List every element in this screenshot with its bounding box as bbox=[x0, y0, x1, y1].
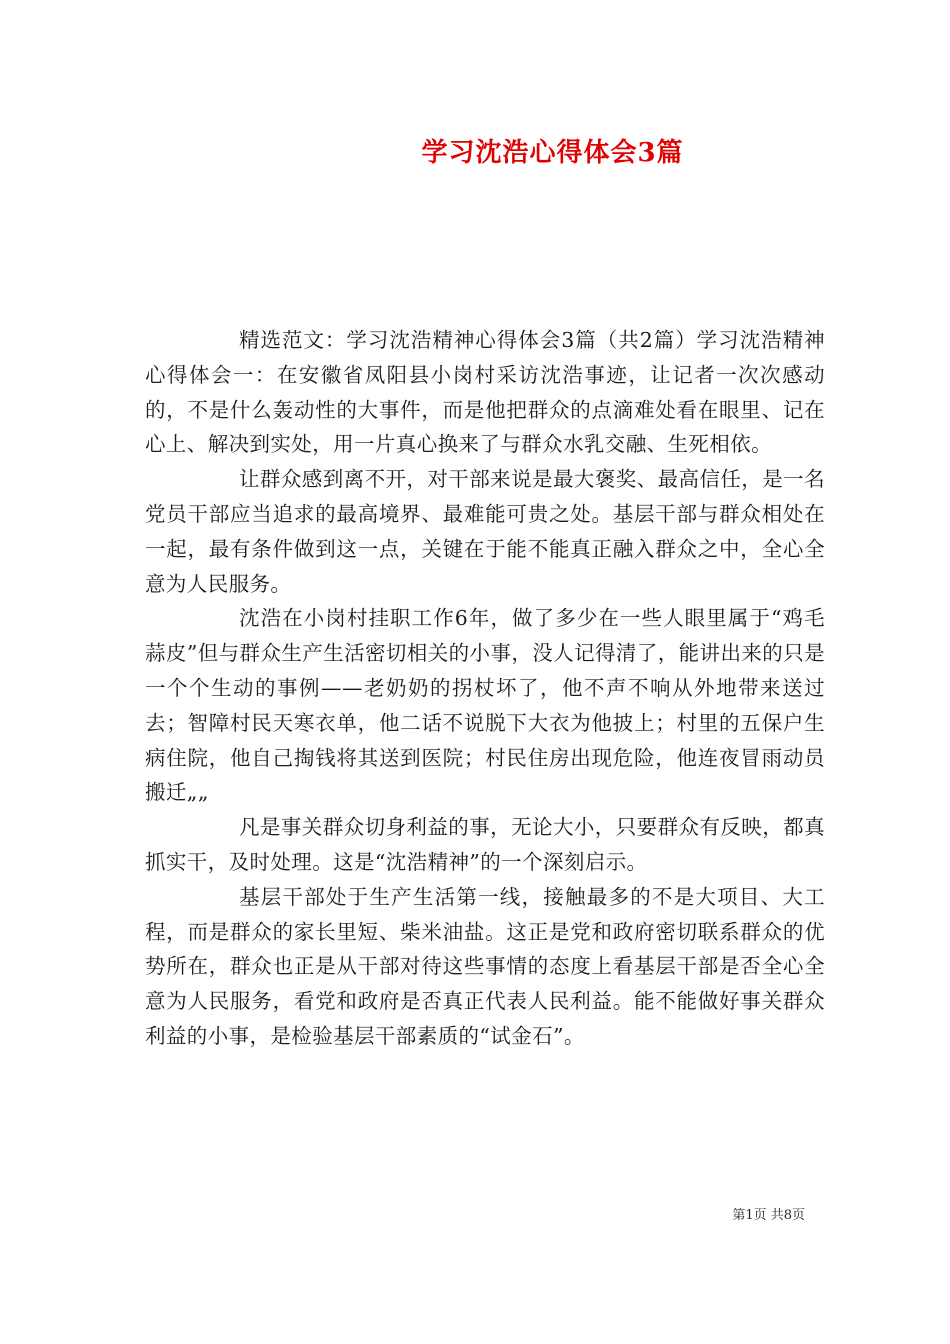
document-body bbox=[145, 323, 825, 1054]
paragraph-2: 让群众感到离不开，对干部来说是最大褒奖、最高信任，是一名党员干部应当追求的最高境界、最难能可贵之处。基层干部与群众相处在一起，最有条件做到这一点，关键在于能不能真正融入群众之中，全心全意为人民服务。 bbox=[145, 467, 825, 596]
page-footer: 第1页 共8页 bbox=[732, 1208, 805, 1223]
page-title: 学习沈浩心得体会3篇 bbox=[421, 138, 684, 168]
paragraph-5: 基层干部处于生产生活第一线，接触最多的不是大项目、大工程，而是群众的家长里短、柴米油盐。这正是党和政府密切联系群众的优势所在，群众也正是从干部对待这些事情的态度上看基层干部是否全心全意为人民服务，看党和政府是否真正代表人民利益。能不能做好事关群众利益的小事，是检验基层干部素质的“试金石”。 bbox=[145, 884, 825, 1048]
paragraph-1: 精选范文：学习沈浩精神心得体会3篇（共2篇）学习沈浩精神心得体会一：在安徽省凤阳县小岗村采访沈浩事迹，让记者一次次感动的，不是什么轰动性的大事件，而是他把群众的点滴难处看在眼里、记在心上、解决到实处，用一片真心换来了与群众水乳交融、生死相依。 bbox=[145, 328, 825, 457]
paragraph-4: 凡是事关群众切身利益的事，无论大小，只要群众有反映，都真抓实干，及时处理。这是“沈浩精神”的一个深刻启示。 bbox=[145, 815, 825, 874]
paragraph-3: 沈浩在小岗村挂职工作6年，做了多少在一些人眼里属于“鸡毛蒜皮”但与群众生产生活密切相关的小事，没人记得清了，能讲出来的只是一个个生动的事例——老奶奶的拐杖坏了，他不声不响从外地带来送过去；智障村民天寒衣单，他二话不说脱下大衣为他披上；村里的五保户生病住院，他自己掏钱将其送到医院；村民住房出现危险，他连夜冒雨动员搬迁„„ bbox=[145, 606, 825, 805]
